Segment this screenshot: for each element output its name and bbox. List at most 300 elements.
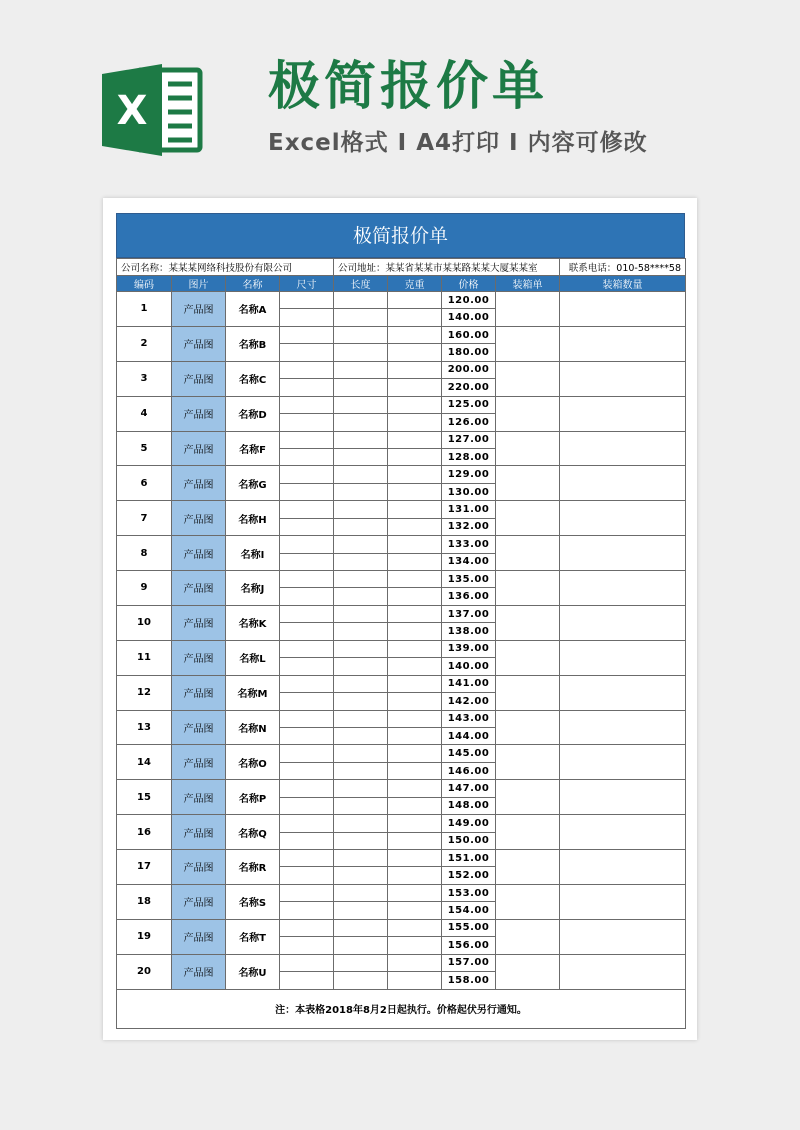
size-cell[interactable] [280,326,334,343]
size-cell[interactable] [280,954,334,971]
product-image-placeholder: 产品图 [172,884,226,919]
packing-qty-cell[interactable] [560,780,686,815]
length-cell[interactable] [334,780,388,797]
weight-cell[interactable] [388,309,442,326]
weight-cell[interactable] [388,884,442,901]
length-cell[interactable] [334,919,388,936]
product-image-placeholder: 产品图 [172,571,226,606]
footer-note: 注：本表格2018年8月2日起执行。价格起伏另行通知。 [117,989,686,1028]
packing-qty-cell[interactable] [560,292,686,327]
product-image-placeholder: 产品图 [172,675,226,710]
table-row [117,850,686,867]
product-image-placeholder: 产品图 [172,640,226,675]
packing-list-cell[interactable] [496,815,560,850]
length-cell[interactable] [334,431,388,448]
header-cell: 图片 [172,276,226,292]
size-cell[interactable] [280,623,334,640]
product-image-placeholder: 产品图 [172,466,226,501]
table-row [117,536,686,553]
product-image-placeholder: 产品图 [172,815,226,850]
weight-cell[interactable] [388,501,442,518]
table-row [117,292,686,309]
packing-qty-cell[interactable] [560,466,686,501]
size-cell[interactable] [280,693,334,710]
price-cell: 143.00 [442,710,496,727]
weight-cell[interactable] [388,745,442,762]
header-cell: 编码 [117,276,172,292]
weight-cell[interactable] [388,483,442,500]
price-cell: 145.00 [442,745,496,762]
packing-list-cell[interactable] [496,501,560,536]
length-cell[interactable] [334,501,388,518]
price-cell: 151.00 [442,850,496,867]
product-image-placeholder: 产品图 [172,780,226,815]
size-cell[interactable] [280,675,334,692]
packing-qty-cell[interactable] [560,850,686,885]
table-row [117,745,686,762]
packing-qty-cell[interactable] [560,536,686,571]
price-cell: 220.00 [442,379,496,396]
product-name: 名称F [226,431,280,466]
length-cell[interactable] [334,483,388,500]
weight-cell[interactable] [388,640,442,657]
product-name: 名称A [226,292,280,327]
packing-qty-cell[interactable] [560,954,686,989]
packing-list-cell[interactable] [496,884,560,919]
packing-list-cell[interactable] [496,675,560,710]
size-cell[interactable] [280,832,334,849]
price-cell: 152.00 [442,867,496,884]
length-cell[interactable] [334,693,388,710]
length-cell[interactable] [334,536,388,553]
table-row [117,780,686,797]
product-name: 名称I [226,536,280,571]
size-cell[interactable] [280,588,334,605]
packing-qty-cell[interactable] [560,361,686,396]
price-cell: 136.00 [442,588,496,605]
length-cell[interactable] [334,588,388,605]
packing-list-cell[interactable] [496,326,560,361]
header-cell: 装箱单 [496,276,560,292]
length-cell[interactable] [334,414,388,431]
weight-cell[interactable] [388,902,442,919]
packing-list-cell[interactable] [496,780,560,815]
excel-logo-icon [102,62,206,158]
product-name: 名称P [226,780,280,815]
price-cell: 150.00 [442,832,496,849]
length-cell[interactable] [334,640,388,657]
product-name: 名称R [226,850,280,885]
packing-list-cell[interactable] [496,536,560,571]
price-cell: 144.00 [442,727,496,744]
product-image-placeholder: 产品图 [172,396,226,431]
product-image-placeholder: 产品图 [172,536,226,571]
length-cell[interactable] [334,832,388,849]
row-code: 16 [117,815,172,850]
size-cell[interactable] [280,850,334,867]
length-cell[interactable] [334,954,388,971]
length-cell[interactable] [334,745,388,762]
product-name: 名称U [226,954,280,989]
row-code: 11 [117,640,172,675]
weight-cell[interactable] [388,658,442,675]
note-row [117,989,686,1028]
length-cell[interactable] [334,797,388,814]
size-cell[interactable] [280,553,334,570]
header-cell: 尺寸 [280,276,334,292]
length-cell[interactable] [334,292,388,309]
weight-cell[interactable] [388,937,442,954]
weight-cell[interactable] [388,832,442,849]
length-cell[interactable] [334,396,388,413]
weight-cell[interactable] [388,815,442,832]
length-cell[interactable] [334,553,388,570]
header-row [117,276,686,292]
weight-cell[interactable] [388,797,442,814]
size-cell[interactable] [280,536,334,553]
price-cell: 154.00 [442,902,496,919]
packing-qty-cell[interactable] [560,431,686,466]
product-name: 名称B [226,326,280,361]
product-image-placeholder: 产品图 [172,326,226,361]
product-image-placeholder: 产品图 [172,710,226,745]
weight-cell[interactable] [388,919,442,936]
packing-list-cell[interactable] [496,605,560,640]
packing-qty-cell[interactable] [560,710,686,745]
table-row [117,431,686,448]
length-cell[interactable] [334,605,388,622]
product-name: 名称M [226,675,280,710]
price-cell: 138.00 [442,623,496,640]
weight-cell[interactable] [388,693,442,710]
packing-list-cell[interactable] [496,571,560,606]
price-cell: 200.00 [442,361,496,378]
packing-qty-cell[interactable] [560,745,686,780]
quote-table [116,258,686,1029]
price-cell: 134.00 [442,553,496,570]
packing-qty-cell[interactable] [560,326,686,361]
row-code: 20 [117,954,172,989]
length-cell[interactable] [334,937,388,954]
row-code: 12 [117,675,172,710]
length-cell[interactable] [334,884,388,901]
table-row [117,571,686,588]
product-name: 名称D [226,396,280,431]
price-cell: 140.00 [442,309,496,326]
company-info-row [117,259,686,276]
price-cell: 147.00 [442,780,496,797]
product-name: 名称H [226,501,280,536]
table-row [117,954,686,971]
weight-cell[interactable] [388,762,442,779]
banner-title: 极简报价单 [268,57,549,117]
product-name: 名称N [226,710,280,745]
length-cell[interactable] [334,571,388,588]
weight-cell[interactable] [388,954,442,971]
product-name: 名称J [226,571,280,606]
product-name: 名称C [226,361,280,396]
packing-list-cell[interactable] [496,361,560,396]
price-cell: 133.00 [442,536,496,553]
size-cell[interactable] [280,710,334,727]
product-name: 名称S [226,884,280,919]
price-cell: 129.00 [442,466,496,483]
price-cell: 128.00 [442,448,496,465]
price-cell: 141.00 [442,675,496,692]
header-cell: 长度 [334,276,388,292]
length-cell[interactable] [334,448,388,465]
weight-cell[interactable] [388,379,442,396]
row-code: 3 [117,361,172,396]
weight-cell[interactable] [388,326,442,343]
row-code: 8 [117,536,172,571]
size-cell[interactable] [280,902,334,919]
packing-list-cell[interactable] [496,640,560,675]
table-row [117,501,686,518]
row-code: 6 [117,466,172,501]
price-cell: 180.00 [442,344,496,361]
price-cell: 120.00 [442,292,496,309]
weight-cell[interactable] [388,710,442,727]
weight-cell[interactable] [388,448,442,465]
price-cell: 127.00 [442,431,496,448]
packing-list-cell[interactable] [496,396,560,431]
size-cell[interactable] [280,762,334,779]
price-cell: 146.00 [442,762,496,779]
price-cell: 156.00 [442,937,496,954]
packing-qty-cell[interactable] [560,501,686,536]
size-cell[interactable] [280,414,334,431]
company-phone: 联系电话：010-58****58 [560,259,686,276]
size-cell[interactable] [280,919,334,936]
packing-qty-cell[interactable] [560,675,686,710]
length-cell[interactable] [334,466,388,483]
table-row [117,396,686,413]
length-cell[interactable] [334,326,388,343]
table-row [117,919,686,936]
length-cell[interactable] [334,902,388,919]
weight-cell[interactable] [388,518,442,535]
table-row [117,326,686,343]
product-image-placeholder: 产品图 [172,431,226,466]
packing-list-cell[interactable] [496,954,560,989]
sheet-title: 极简报价单 [116,213,685,258]
length-cell[interactable] [334,344,388,361]
banner-subtitle: Excel格式 I A4打印 I 内容可修改 [268,130,648,156]
weight-cell[interactable] [388,780,442,797]
table-row [117,710,686,727]
size-cell[interactable] [280,867,334,884]
table-row [117,884,686,901]
price-cell: 125.00 [442,396,496,413]
header-cell: 克重 [388,276,442,292]
row-code: 7 [117,501,172,536]
packing-list-cell[interactable] [496,431,560,466]
price-cell: 131.00 [442,501,496,518]
price-cell: 130.00 [442,483,496,500]
price-cell: 155.00 [442,919,496,936]
packing-qty-cell[interactable] [560,640,686,675]
length-cell[interactable] [334,710,388,727]
size-cell[interactable] [280,605,334,622]
size-cell[interactable] [280,466,334,483]
weight-cell[interactable] [388,588,442,605]
header-cell: 名称 [226,276,280,292]
row-code: 15 [117,780,172,815]
size-cell[interactable] [280,937,334,954]
size-cell[interactable] [280,501,334,518]
weight-cell[interactable] [388,605,442,622]
weight-cell[interactable] [388,623,442,640]
product-name: 名称O [226,745,280,780]
size-cell[interactable] [280,361,334,378]
svg-text:X: X [116,88,148,134]
packing-list-cell[interactable] [496,710,560,745]
weight-cell[interactable] [388,414,442,431]
price-cell: 160.00 [442,326,496,343]
length-cell[interactable] [334,850,388,867]
length-cell[interactable] [334,309,388,326]
size-cell[interactable] [280,797,334,814]
company-address: 公司地址：某某省某某市某某路某某大厦某某室 [334,259,560,276]
size-cell[interactable] [280,640,334,657]
table-row [117,605,686,622]
table-row [117,466,686,483]
row-code: 10 [117,605,172,640]
row-code: 17 [117,850,172,885]
weight-cell[interactable] [388,972,442,989]
weight-cell[interactable] [388,867,442,884]
packing-list-cell[interactable] [496,850,560,885]
packing-qty-cell[interactable] [560,919,686,954]
product-name: 名称G [226,466,280,501]
weight-cell[interactable] [388,553,442,570]
product-name: 名称K [226,605,280,640]
size-cell[interactable] [280,518,334,535]
price-cell: 139.00 [442,640,496,657]
weight-cell[interactable] [388,571,442,588]
product-image-placeholder: 产品图 [172,361,226,396]
row-code: 4 [117,396,172,431]
price-cell: 149.00 [442,815,496,832]
size-cell[interactable] [280,571,334,588]
table-row [117,361,686,378]
table-row [117,815,686,832]
price-cell: 158.00 [442,972,496,989]
price-cell: 140.00 [442,658,496,675]
size-cell[interactable] [280,292,334,309]
packing-qty-cell[interactable] [560,815,686,850]
packing-list-cell[interactable] [496,292,560,327]
size-cell[interactable] [280,431,334,448]
length-cell[interactable] [334,361,388,378]
packing-list-cell[interactable] [496,466,560,501]
weight-cell[interactable] [388,396,442,413]
row-code: 13 [117,710,172,745]
weight-cell[interactable] [388,466,442,483]
price-cell: 137.00 [442,605,496,622]
packing-list-cell[interactable] [496,745,560,780]
weight-cell[interactable] [388,727,442,744]
price-cell: 132.00 [442,518,496,535]
row-code: 19 [117,919,172,954]
weight-cell[interactable] [388,344,442,361]
size-cell[interactable] [280,884,334,901]
size-cell[interactable] [280,448,334,465]
size-cell[interactable] [280,396,334,413]
price-cell: 153.00 [442,884,496,901]
row-code: 2 [117,326,172,361]
packing-qty-cell[interactable] [560,396,686,431]
size-cell[interactable] [280,309,334,326]
product-name: 名称T [226,919,280,954]
length-cell[interactable] [334,518,388,535]
length-cell[interactable] [334,727,388,744]
table-row [117,675,686,692]
size-cell[interactable] [280,344,334,361]
packing-qty-cell[interactable] [560,605,686,640]
length-cell[interactable] [334,623,388,640]
row-code: 5 [117,431,172,466]
banner [0,0,800,190]
packing-list-cell[interactable] [496,919,560,954]
length-cell[interactable] [334,867,388,884]
price-cell: 135.00 [442,571,496,588]
price-cell: 157.00 [442,954,496,971]
price-cell: 148.00 [442,797,496,814]
product-image-placeholder: 产品图 [172,501,226,536]
packing-qty-cell[interactable] [560,884,686,919]
product-image-placeholder: 产品图 [172,292,226,327]
size-cell[interactable] [280,972,334,989]
weight-cell[interactable] [388,675,442,692]
packing-qty-cell[interactable] [560,571,686,606]
size-cell[interactable] [280,379,334,396]
size-cell[interactable] [280,815,334,832]
length-cell[interactable] [334,379,388,396]
weight-cell[interactable] [388,850,442,867]
length-cell[interactable] [334,658,388,675]
size-cell[interactable] [280,483,334,500]
header-cell: 装箱数量 [560,276,686,292]
product-image-placeholder: 产品图 [172,919,226,954]
product-image-placeholder: 产品图 [172,605,226,640]
product-name: 名称Q [226,815,280,850]
product-image-placeholder: 产品图 [172,850,226,885]
length-cell[interactable] [334,675,388,692]
product-name: 名称L [226,640,280,675]
length-cell[interactable] [334,972,388,989]
size-cell[interactable] [280,727,334,744]
row-code: 18 [117,884,172,919]
weight-cell[interactable] [388,536,442,553]
weight-cell[interactable] [388,361,442,378]
product-image-placeholder: 产品图 [172,954,226,989]
size-cell[interactable] [280,745,334,762]
row-code: 1 [117,292,172,327]
length-cell[interactable] [334,815,388,832]
price-cell: 126.00 [442,414,496,431]
size-cell[interactable] [280,658,334,675]
company-name: 公司名称：某某某网络科技股份有限公司 [117,259,334,276]
row-code: 9 [117,571,172,606]
weight-cell[interactable] [388,292,442,309]
length-cell[interactable] [334,762,388,779]
header-cell: 价格 [442,276,496,292]
weight-cell[interactable] [388,431,442,448]
table-row [117,640,686,657]
size-cell[interactable] [280,780,334,797]
